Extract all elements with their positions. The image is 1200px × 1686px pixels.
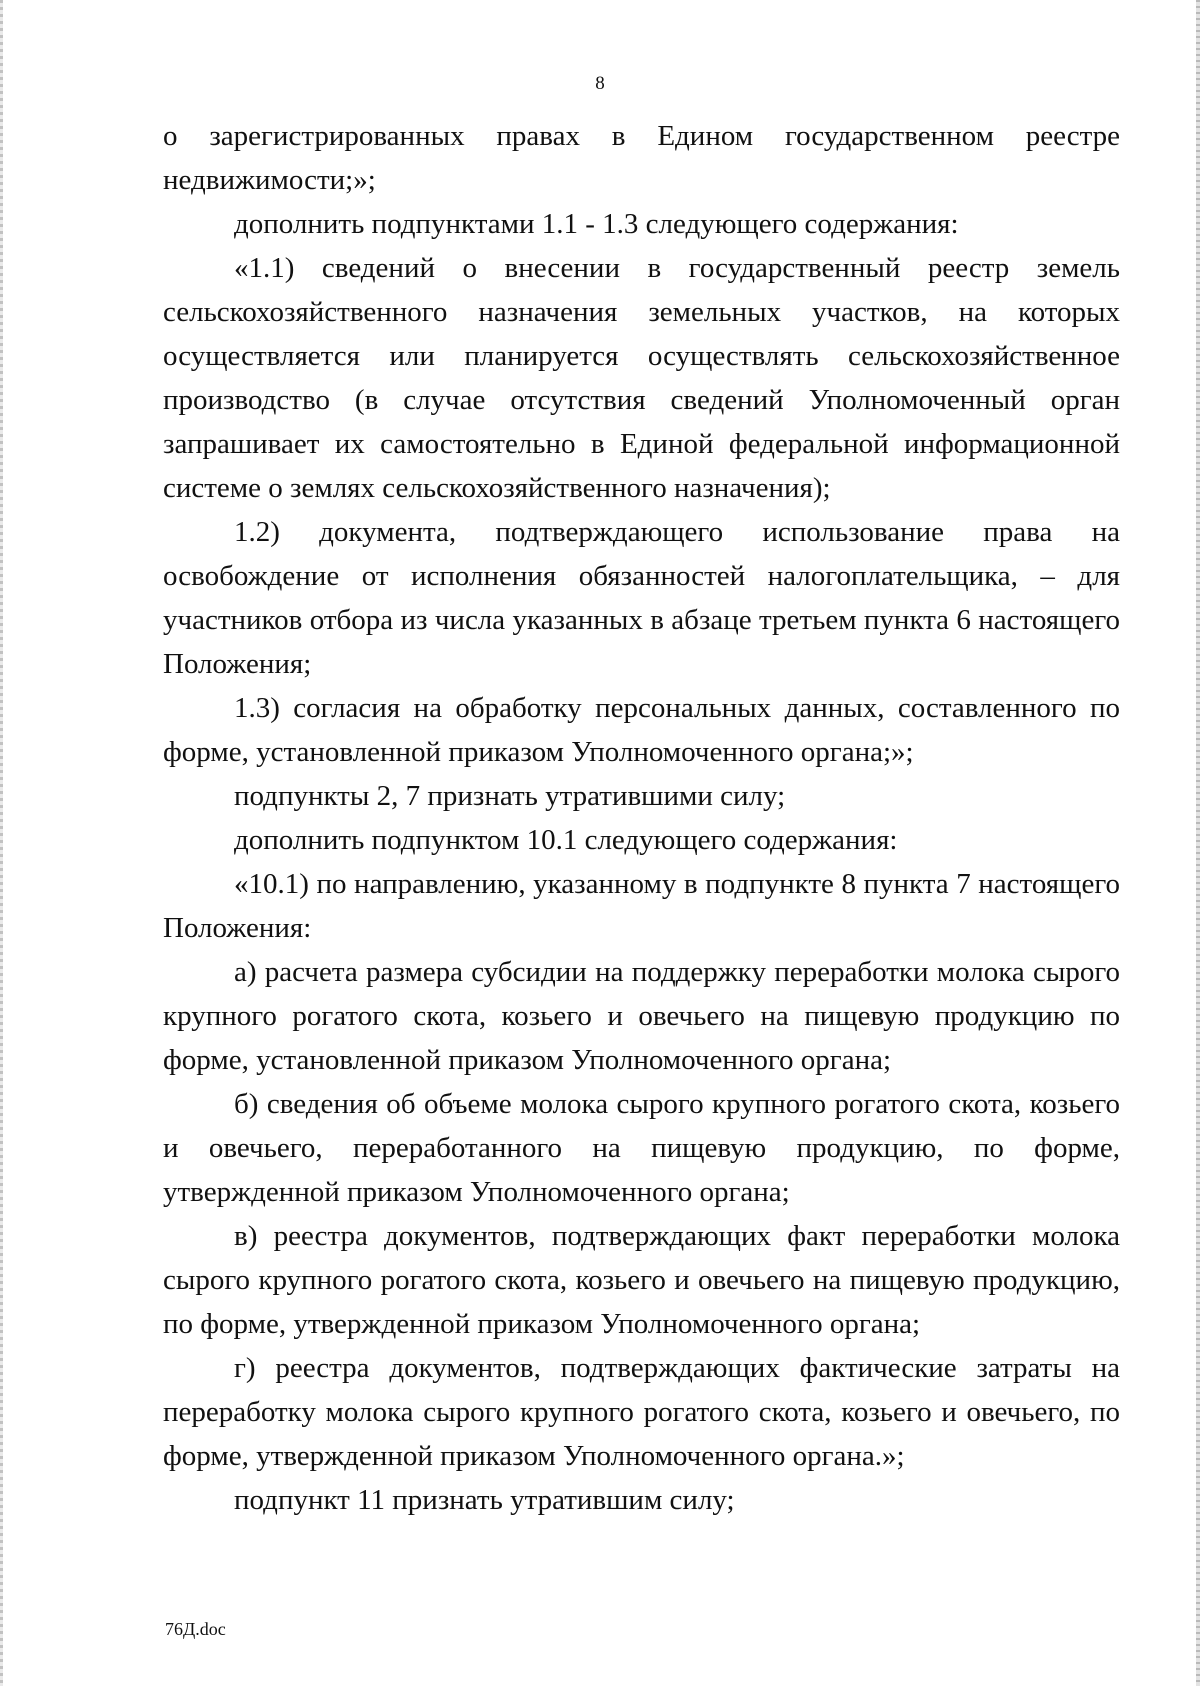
paragraph: 1.2) документа, подтверждающего использование права на освобождение от исполнения обязанностей налогоплательщика, – для участников отбора из числа указанных в абзаце третьем пункта 6 настоящего Положения; — [163, 516, 1120, 680]
paragraph: 1.3) согласия на обработку персональных данных, составленного по форме, установленной приказом Уполномоченного органа;»; — [163, 692, 1120, 768]
paragraph: в) реестра документов, подтверждающих факт переработки молока сырого крупного рогатого скота, козьего и овечьего на пищевую продукцию, по форме, утвержденной приказом Уполномоченного органа; — [163, 1220, 1120, 1340]
paragraph: подпункт 11 признать утратившим силу; — [234, 1484, 735, 1516]
document-body — [163, 114, 1120, 1522]
paragraph: подпункты 2, 7 признать утратившими силу; — [234, 780, 786, 812]
paragraph: г) реестра документов, подтверждающих фактические затраты на переработку молока сырого крупного рогатого скота, козьего и овечьего, по форме, утвержденной приказом Уполномоченного органа.»; — [163, 1352, 1120, 1472]
paragraph: «1.1) сведений о внесении в государственный реестр земель сельскохозяйственного назначения земельных участков, на которых осуществляется или планируется осуществлять сельскохозяйственное производство (в случае отсутствия сведений Уполномоченный орган запрашивает их самостоятельно в Единой федеральной информационной системе о землях сельскохозяйственного назначения); — [163, 252, 1120, 504]
paragraph: дополнить подпунктами 1.1 - 1.3 следующего содержания: — [234, 208, 959, 240]
paragraph: дополнить подпунктом 10.1 следующего содержания: — [234, 824, 898, 856]
paragraph: о зарегистрированных правах в Едином государственном реестре недвижимости;»; — [163, 120, 1120, 196]
paragraph: б) сведения об объеме молока сырого крупного рогатого скота, козьего и овечьего, переработанного на пищевую продукцию, по форме, утвержденной приказом Уполномоченного органа; — [163, 1088, 1120, 1208]
footer-filename: 76Д.doc — [165, 1619, 226, 1639]
page-number: 8 — [595, 73, 605, 94]
paragraph: «10.1) по направлению, указанному в подпункте 8 пункта 7 настоящего Положения: — [163, 868, 1120, 944]
scan-edge-right — [1196, 0, 1200, 1686]
scan-edge-left — [0, 0, 3, 1686]
paragraph: а) расчета размера субсидии на поддержку переработки молока сырого крупного рогатого скота, козьего и овечьего на пищевую продукцию по форме, установленной приказом Уполномоченного органа; — [163, 956, 1120, 1076]
